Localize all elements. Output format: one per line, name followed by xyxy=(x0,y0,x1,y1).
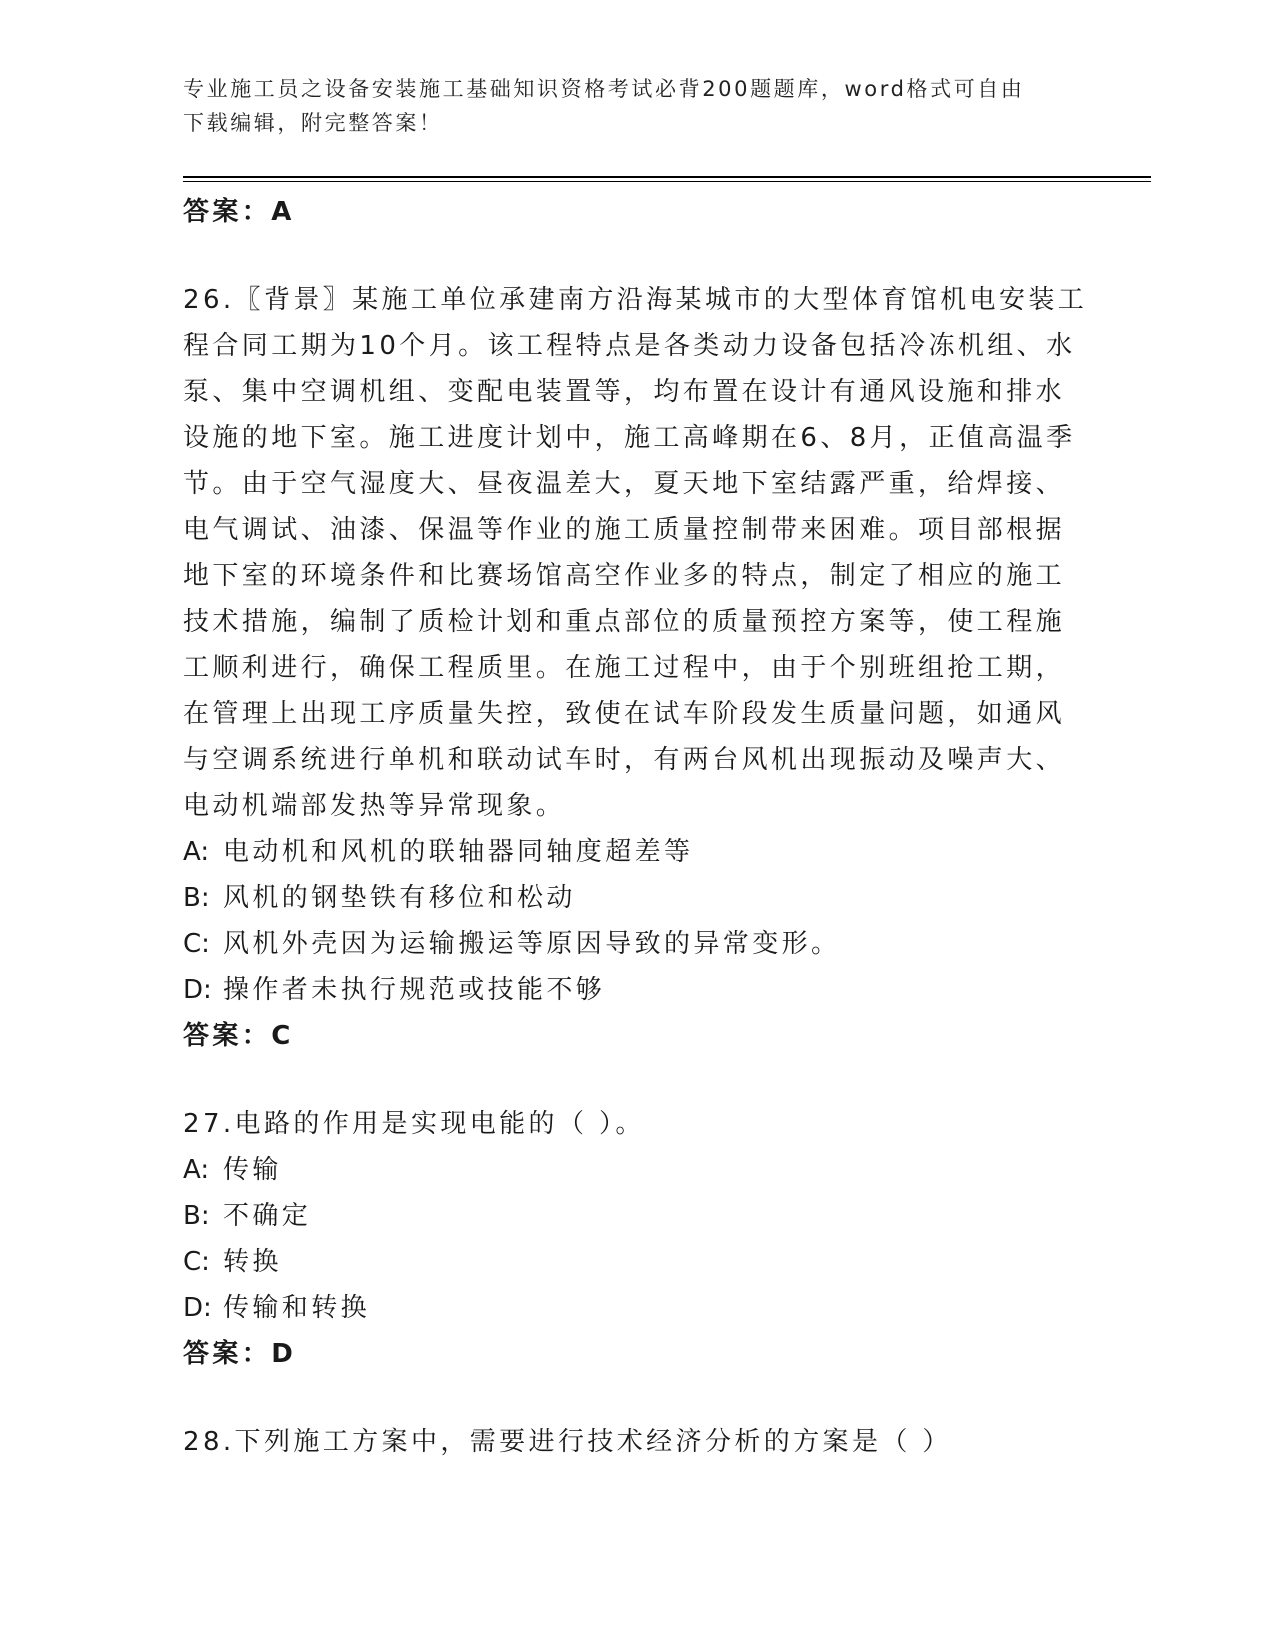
q26-option-d xyxy=(183,967,1083,1013)
option-text: 不确定 xyxy=(223,1201,312,1231)
q26-line-9: 工顺利进行，确保工程质里。在施工过程中，由于个别班组抢工期， xyxy=(183,653,1066,683)
option-key: D: xyxy=(183,1293,212,1323)
page-header xyxy=(183,72,1063,140)
q27-option-d xyxy=(183,1285,1083,1331)
q27-stem: 27.电路的作用是实现电能的（ ）。 xyxy=(183,1109,645,1139)
question-28 xyxy=(183,1419,1083,1465)
option-key: B: xyxy=(183,1201,210,1231)
spacer xyxy=(183,235,1083,277)
q26-option-a xyxy=(183,829,1083,875)
q26-line-1: 26.〖背景〗某施工单位承建南方沿海某城市的大型体育馆机电安装工 xyxy=(183,285,1088,315)
q27-answer: 答案：D xyxy=(183,1339,297,1369)
spacer xyxy=(183,1377,1083,1419)
option-text: 操作者未执行规范或技能不够 xyxy=(223,975,606,1005)
q26-line-2: 程合同工期为10个月。该工程特点是各类动力设备包括冷冻机组、水 xyxy=(183,331,1076,361)
option-text: 转换 xyxy=(223,1247,282,1277)
answer-prev: 答案：A xyxy=(183,197,295,227)
spacer xyxy=(183,1059,1083,1101)
option-key: C: xyxy=(183,1247,210,1277)
question-26 xyxy=(183,277,1088,1059)
option-text: 传输 xyxy=(223,1155,282,1185)
q26-line-12: 电动机端部发热等异常现象。 xyxy=(183,791,566,821)
question-27 xyxy=(183,1101,1083,1377)
header-rule-thin xyxy=(183,181,1151,182)
option-key: A: xyxy=(183,837,210,867)
q26-line-11: 与空调系统进行单机和联动试车时，有两台风机出现振动及噪声大、 xyxy=(183,745,1066,775)
document-body xyxy=(183,189,1088,1465)
header-rule-thick xyxy=(183,176,1151,178)
q26-option-b xyxy=(183,875,1083,921)
option-text: 风机外壳因为运输搬运等原因导致的异常变形。 xyxy=(223,929,841,959)
q26-line-3: 泵、集中空调机组、变配电装置等，均布置在设计有通风设施和排水 xyxy=(183,377,1066,407)
q26-line-8: 技术措施，编制了质检计划和重点部位的质量预控方案等，使工程施 xyxy=(183,607,1066,637)
option-text: 风机的钢垫铁有移位和松动 xyxy=(223,883,576,913)
header-line-1: 专业施工员之设备安装施工基础知识资格考试必背200题题库，word格式可自由 xyxy=(183,77,1025,101)
option-text: 电动机和风机的联轴器同轴度超差等 xyxy=(223,837,694,867)
q26-line-6: 电气调试、油漆、保温等作业的施工质量控制带来困难。项目部根据 xyxy=(183,515,1066,545)
header-line-2: 下载编辑，附完整答案！ xyxy=(183,111,443,135)
option-key: B: xyxy=(183,883,210,913)
q26-line-10: 在管理上出现工序质量失控，致使在试车阶段发生质量问题，如通风 xyxy=(183,699,1066,729)
option-key: C: xyxy=(183,929,210,959)
q26-line-5: 节。由于空气湿度大、昼夜温差大，夏天地下室结露严重，给焊接、 xyxy=(183,469,1066,499)
q26-option-c xyxy=(183,921,1083,967)
option-key: D: xyxy=(183,975,212,1005)
q26-answer: 答案：C xyxy=(183,1021,294,1051)
q26-line-7: 地下室的环境条件和比赛场馆高空作业多的特点，制定了相应的施工 xyxy=(183,561,1066,591)
q27-option-b xyxy=(183,1193,1083,1239)
q26-line-4: 设施的地下室。施工进度计划中，施工高峰期在6、8月，正值高温季 xyxy=(183,423,1076,453)
q27-option-c xyxy=(183,1239,1083,1285)
option-key: A: xyxy=(183,1155,210,1185)
option-text: 传输和转换 xyxy=(223,1293,371,1323)
q27-option-a xyxy=(183,1147,1083,1193)
q28-stem: 28.下列施工方案中，需要进行技术经济分析的方案是（ ） xyxy=(183,1427,952,1457)
